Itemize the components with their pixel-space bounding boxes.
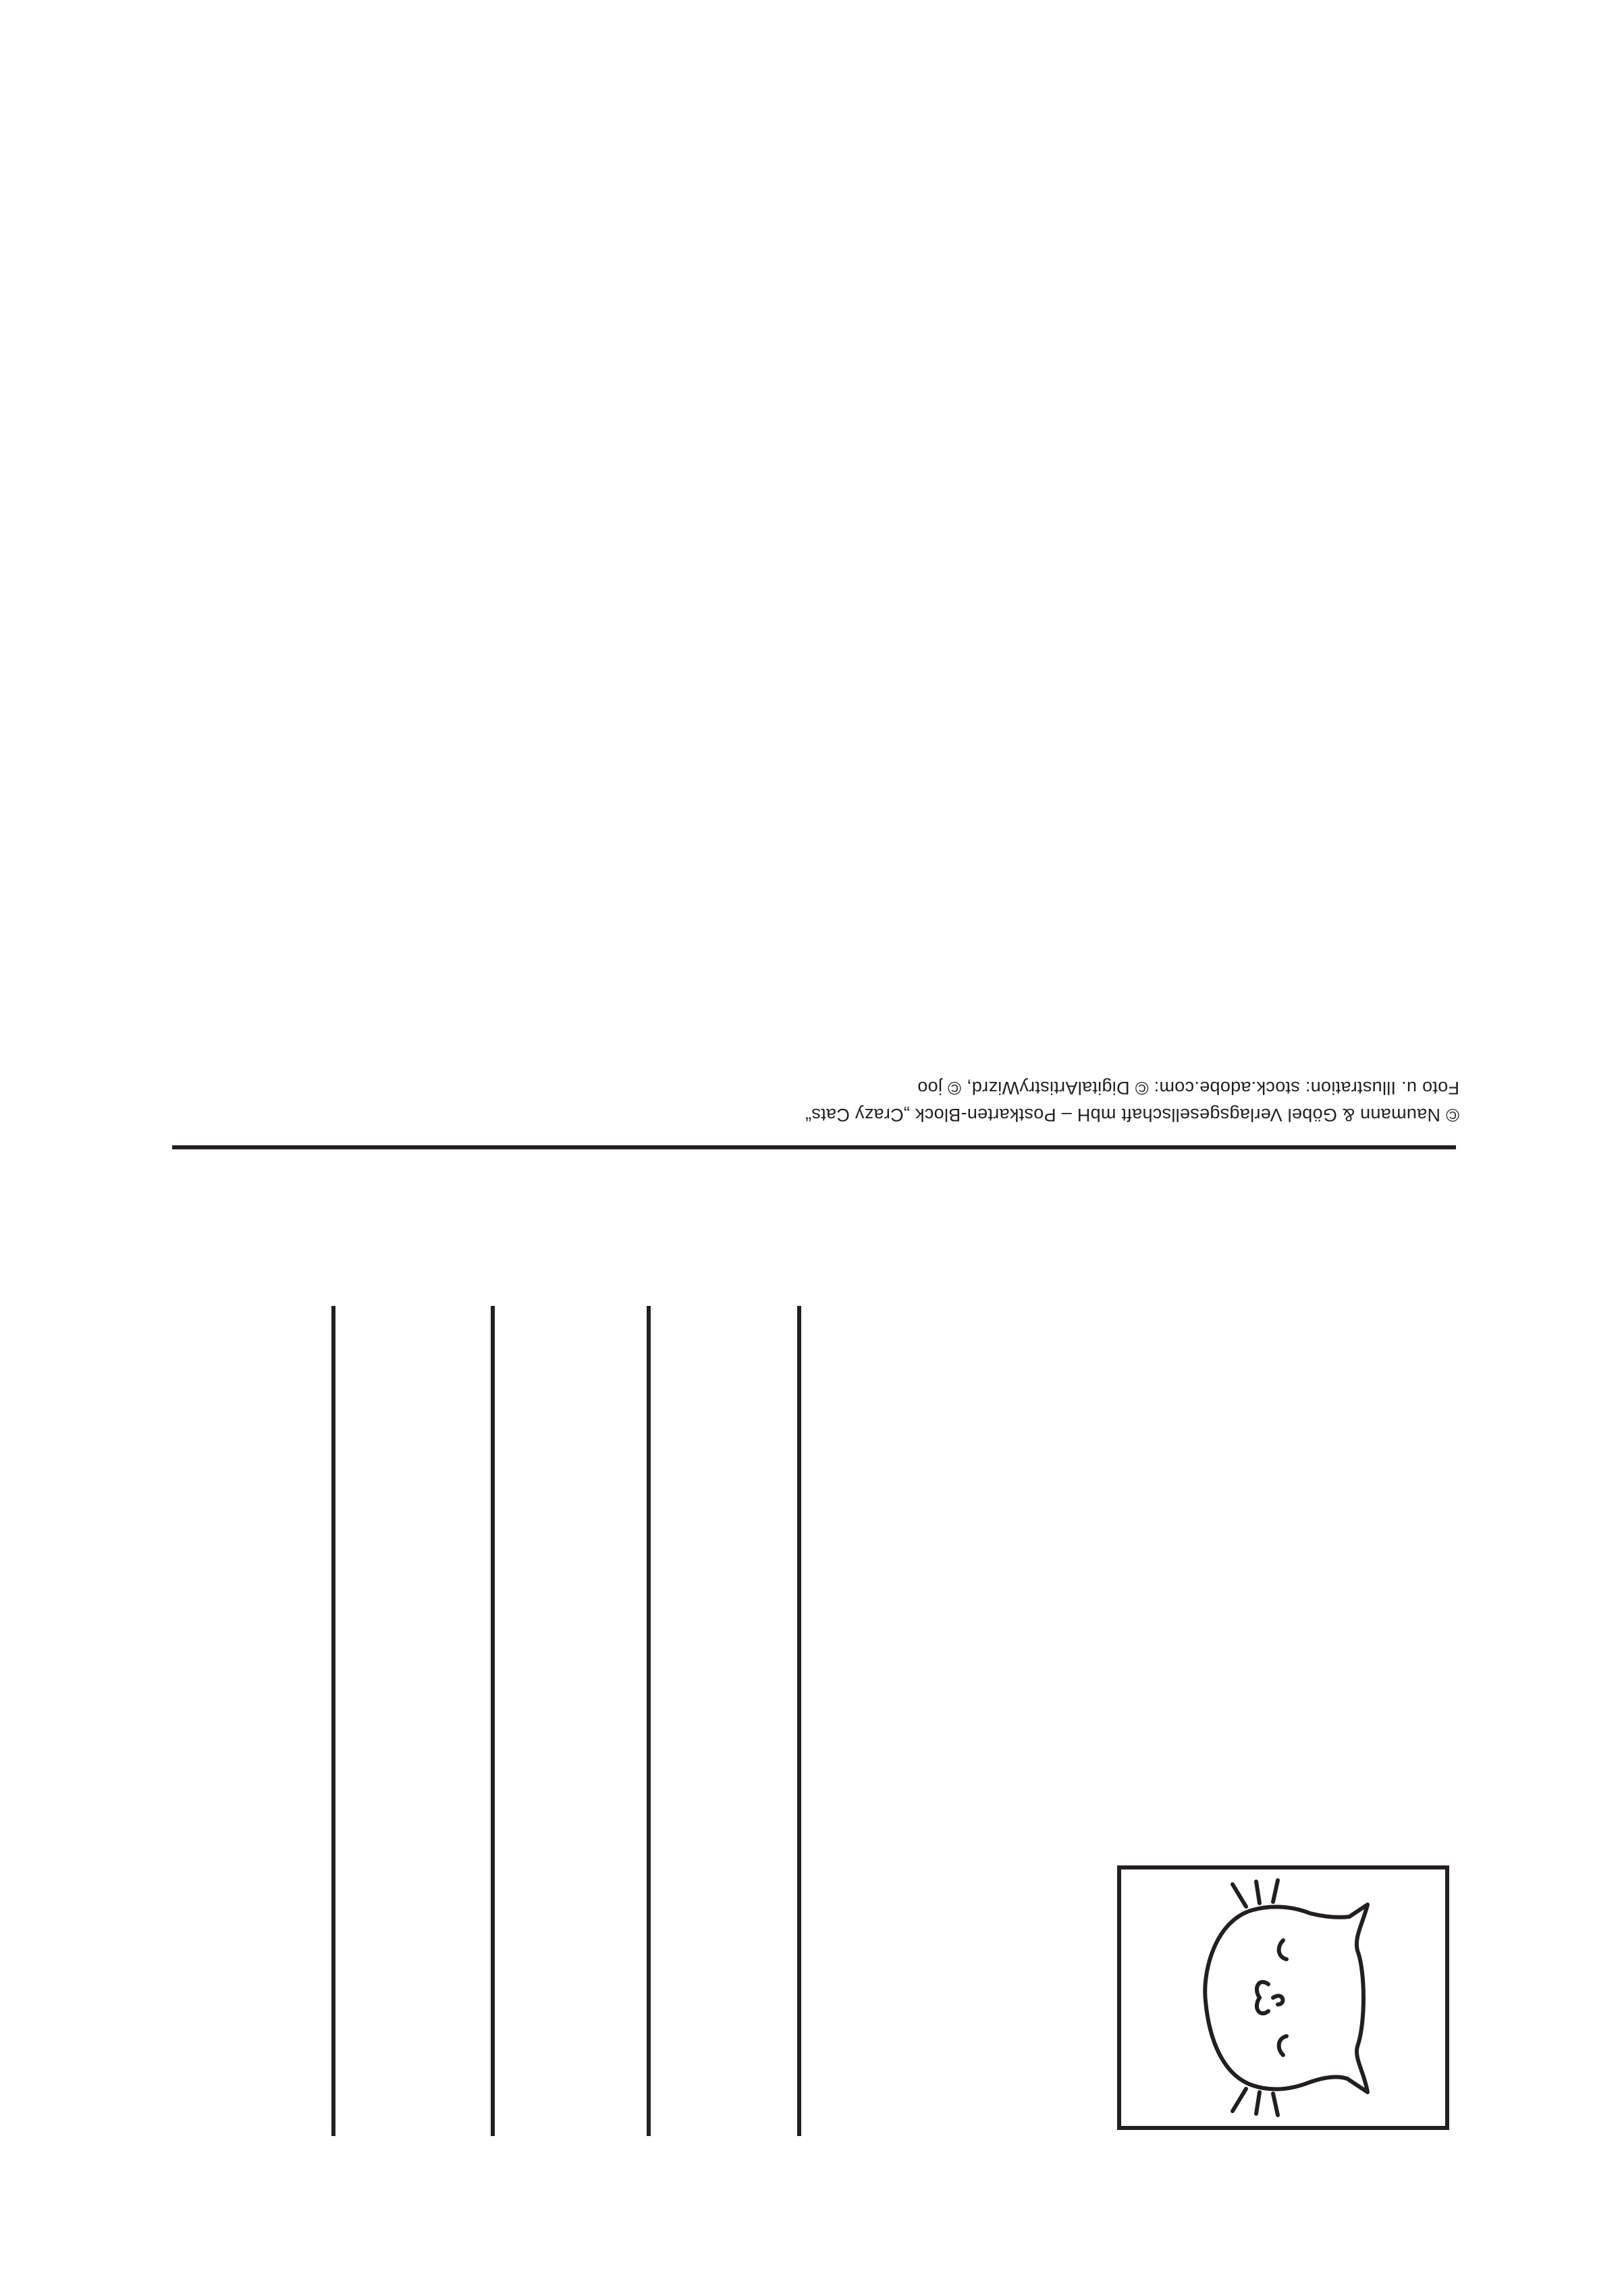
address-line [331, 1306, 335, 2136]
copyright-credits [776, 1068, 1459, 1128]
credits-line-publisher: © Naumann & Göbel Verlagsgesellschaft mbH – Postkarten-Block „Crazy Cats“ [805, 1105, 1459, 1125]
address-line [491, 1306, 495, 2136]
address-line [797, 1306, 801, 2136]
address-line [647, 1306, 651, 2136]
credits-line-photo: Foto u. Illustration: stock.adobe.com: © DigitalArtistryWizrd, © joo [917, 1078, 1459, 1098]
horizontal-divider [172, 1145, 1456, 1149]
cat-face-icon [1121, 1869, 1445, 2126]
stamp-box [1117, 1865, 1449, 2130]
